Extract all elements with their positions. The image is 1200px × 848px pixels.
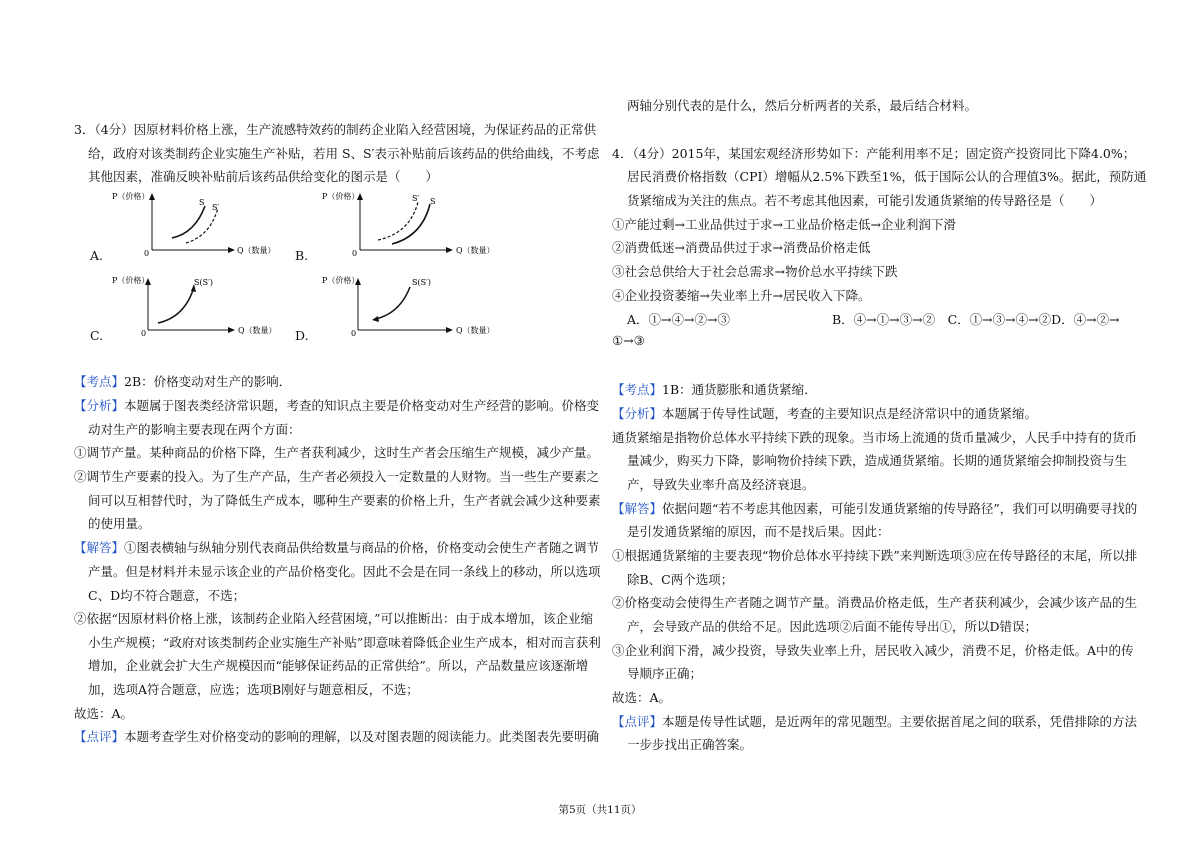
q4-path-4: ④企业投资萎缩→失业率上升→居民收入下降。	[612, 288, 871, 303]
q4-dianping: 【点评】本题是传导性试题，是近两年的常见题型。主要依据首尾之间的联系，凭借排除的方法	[612, 714, 1138, 729]
q4-jieda-line: ③企业利润下滑，减少投资，导致失业率上升，居民收入减少，消费不足，价格走低。A中的传	[612, 643, 1134, 658]
option-c-label: C.	[90, 328, 104, 343]
curve-s-label: S	[199, 198, 205, 207]
q4-dianping-line-2: 一步步找出正确答案。	[627, 737, 753, 752]
svg-text:S′: S′	[412, 194, 420, 203]
q4-answer: 故选：A。	[612, 690, 672, 705]
q3-jieda-line: 增加，企业就会扩大生产规模因而“能够保证药品的正常供给”。所以，产品数量应该逐渐增	[88, 658, 589, 673]
axis-x-label: Q（数量）	[237, 246, 276, 255]
q4-jieda: 【解答】依据问题“若不考虑其他因素，可能引发通货紧缩的传导路径”，我们可以明确要寻找的	[612, 501, 1138, 516]
q4-path-3: ③社会总供给大于社会总需求→物价总水平持续下跌	[612, 264, 898, 279]
q4-stem-line-1: 4．（4分）2015年，某国宏观经济形势如下：产能利用率不足；固定资产投资同比下降4.0%；	[612, 146, 1136, 161]
q4-jieda-line: 是引发通货紧缩的原因，而不是找后果。因此：	[627, 524, 890, 539]
q3-jieda-line: C、D均不符合题意，不选；	[88, 588, 246, 603]
option-b-label: B.	[295, 248, 309, 263]
q4-jieda-line: ①根据通货紧缩的主要表现“物价总体水平持续下跌”来判断选项③应在传导路径的末尾，所以排	[612, 548, 1138, 563]
svg-text:S: S	[430, 197, 436, 206]
q4-stem-line-3: 货紧缩成为关注的焦点。若不考虑其他因素，可能引发通货紧缩的传导路径是（ ）	[627, 193, 1103, 208]
q3-jieda: 【解答】①图表横轴与纵轴分别代表商品供给数量与商品的价格，价格变动会使生产者随之调节	[74, 540, 600, 555]
q3-jieda-line: 小生产规模；“政府对该类制药企业实施生产补贴”即意味着降低企业生产成本，相对而言获利	[88, 635, 601, 650]
svg-text:P（价格）: P（价格）	[322, 276, 360, 285]
option-d-label: D.	[295, 328, 309, 343]
option-a-label: A.	[90, 248, 104, 263]
q3-jieda-line: ②依据“因原材料价格上涨，该制药企业陷入经营困境，”可以推断出：由于成本增加，该企业缩	[74, 611, 594, 626]
q4-jieda-line: ②价格变动会使得生产者随之调节产量。消费品价格走低，生产者获利减少，会减少该产品的生	[612, 595, 1138, 610]
svg-text:Q（数量）: Q（数量）	[456, 246, 495, 255]
q4-body-line: 量减少，购买力下降，影响物价持续下跌，造成通货紧缩。长期的通货紧缩会抑制投资与生	[627, 453, 1128, 468]
q4-body-line: 产，导致失业率升高及经济衰退。	[627, 477, 815, 492]
q3-stem-line-2: 给，政府对该类制药企业实施生产补贴，若用 S、S′表示补贴前后该药品的供给曲线，不考虑	[88, 146, 600, 161]
q3-dianping: 【点评】本题考查学生对价格变动的影响的理解，以及对图表题的阅读能力。此类图表先要明确	[74, 729, 600, 744]
q4-path-1: ①产能过剩→工业品供过于求→工业品价格走低→企业利润下滑	[612, 217, 956, 232]
q4-fenxi: 【分析】本题属于传导性试题，考查的主要知识点是经济常识中的通货紧缩。	[612, 406, 1038, 421]
q3-fenxi-line: 的使用量。	[88, 516, 151, 531]
q3-stem-line-1: 3．（4分）因原材料价格上涨，生产流感特效药的制药企业陷入经营困境，为保证药品的正常供	[74, 122, 597, 137]
chart-a	[90, 188, 290, 263]
q4-stem-line-2: 居民消费价格指数（CPI）增幅从2.5%下跌至1%，低于国际公认的合理值3%。据此，预防通	[627, 169, 1147, 184]
q4-jieda-line: 除B、C两个选项；	[627, 572, 734, 587]
curve-s	[172, 206, 205, 238]
q4-option-a: A．①→④→②→③	[627, 312, 730, 327]
svg-text:Q（数量）: Q（数量）	[456, 326, 495, 335]
svg-text:P（价格）: P（价格）	[112, 276, 150, 285]
q3-jieda-line: 加，选项A符合题意，应选；选项B刚好与题意相反，不选；	[88, 682, 419, 697]
q4-path-2: ②消费低迷→消费品供过于求→消费品价格走低	[612, 240, 871, 255]
q3-fenxi-line: 动对生产的影响主要表现在两个方面：	[88, 422, 301, 437]
q3-dianping-line-2: 两轴分别代表的是什么，然后分析两者的关系，最后结合材料。	[627, 98, 978, 113]
q3-fenxi-line: 间可以互相替代时，为了降低生产成本，哪种生产要素的价格上升，生产者就会减少这种要素	[88, 493, 601, 508]
svg-text:0: 0	[141, 329, 147, 338]
q4-kaodian: 【考点】1B：通货膨胀和通货紧缩．	[612, 382, 817, 397]
svg-text:Q（数量）: Q（数量）	[238, 326, 277, 335]
axis-y-label: P（价格）	[112, 192, 150, 201]
supply-charts	[90, 188, 510, 348]
curve-s-prime-label: S′	[212, 203, 220, 212]
svg-text:S(S′): S(S′)	[412, 278, 432, 287]
q3-fenxi-line: ①调节产量。某种商品的价格下降，生产者获利减少，这时生产者会压缩生产规模，减少产量。	[74, 445, 600, 460]
q4-jieda-line: 产，会导致产品的供给不足。因此选项②后面不能传导出①，所以D错误；	[627, 619, 1038, 634]
chart-b	[300, 188, 510, 263]
svg-text:S(S′): S(S′)	[194, 278, 214, 287]
svg-text:P（价格）: P（价格）	[322, 192, 360, 201]
q3-fenxi-line: ②调节生产要素的投入。为了生产产品，生产者必须投入一定数量的人财物。当一些生产要素之	[74, 469, 600, 484]
q4-options-bcd: B．④→①→③→② C．①→③→④→②D．④→②→	[832, 312, 1120, 327]
page-footer: 第5页（共11页）	[558, 804, 642, 816]
q3-fenxi: 【分析】本题属于图表类经济常识题，考查的知识点主要是价格变动对生产经营的影响。价格变	[74, 398, 600, 413]
q3-jieda-line: 产量。但是材料并未显示该企业的产品价格变化。因此不会是在同一条线上的移动，所以选项	[88, 564, 601, 579]
origin-label: 0	[144, 249, 150, 258]
q4-option-d-tail: ①→③	[612, 333, 645, 348]
chart-d	[300, 273, 510, 348]
chart-c	[90, 273, 290, 348]
svg-text:0: 0	[352, 249, 358, 258]
svg-text:0: 0	[351, 329, 357, 338]
q4-jieda-line: 导顺序正确；	[627, 666, 703, 681]
q3-answer: 故选：A。	[74, 706, 134, 721]
q3-kaodian: 【考点】2B：价格变动对生产的影响．	[74, 374, 292, 389]
q3-stem-line-3: 其他因素，准确反映补贴前后该药品供给变化的图示是（ ）	[88, 169, 439, 184]
q4-body-line: 通货紧缩是指物价总体水平持续下跌的现象。当市场上流通的货币量减少，人民手中持有的货币	[612, 430, 1138, 445]
